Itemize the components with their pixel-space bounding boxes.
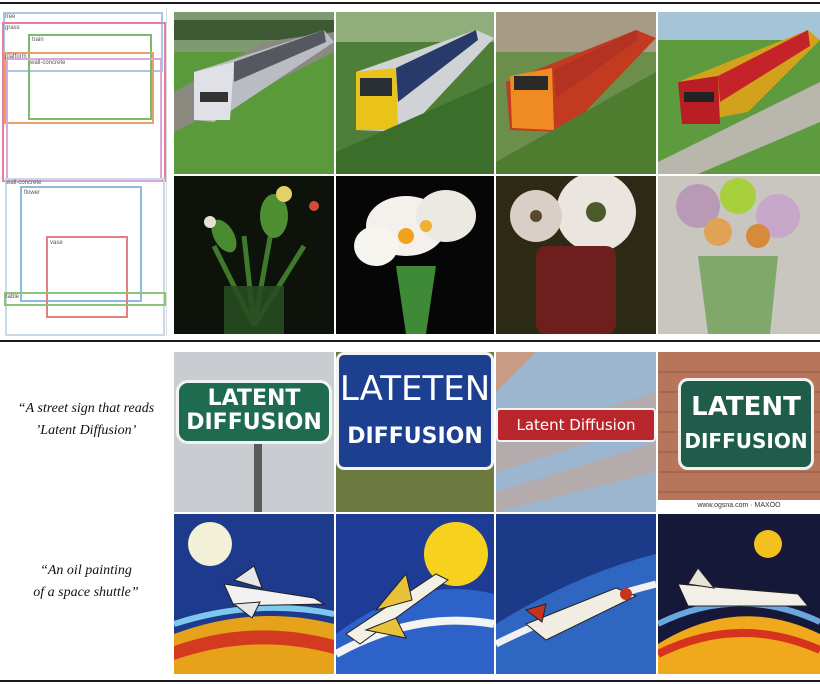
label-tree: tree: [5, 14, 16, 20]
sign-4-caption: www.ogsna.com · MAXOO: [658, 500, 820, 512]
label-wall-concrete-bottom: wall-concrete: [6, 180, 42, 186]
sign-1-line2: DIFFUSION: [186, 410, 322, 435]
flower-image-1: [174, 176, 334, 334]
label-table: table: [6, 294, 20, 300]
sign-plate-3: [496, 408, 656, 442]
sign-4-line1: LATENT: [691, 392, 801, 422]
prompt-street-sign: [0, 398, 172, 442]
prompt-space-shuttle-line1: “An oil painting: [40, 563, 132, 578]
sign-2-line2: DIFFUSION: [347, 424, 483, 449]
sign-3-line1: Latent Diffusion: [516, 416, 636, 434]
sign-plate-4: [678, 378, 814, 470]
label-train: train: [32, 37, 44, 43]
flower-image-3: [496, 176, 656, 334]
sign-plate-2: [336, 352, 494, 470]
train-image-1: [174, 12, 334, 174]
label-grass: grass: [5, 25, 20, 31]
label-vase: vase: [50, 240, 63, 246]
sign-2-line1: LATETEN: [339, 369, 491, 409]
train-image-4: [658, 12, 820, 174]
top-rule: [0, 2, 820, 4]
sign-plate-1: [176, 380, 332, 444]
train-image-3: [496, 12, 656, 174]
sign-1-line1: LATENT: [207, 386, 301, 411]
sign-pole-1: [254, 442, 262, 512]
shuttle-image-1: [174, 514, 334, 674]
train-image-2: [336, 12, 494, 174]
bottom-rule: [0, 680, 820, 682]
flower-image-4: [658, 176, 820, 334]
prompt-street-sign-line2: ’Latent Diffusion’: [35, 423, 137, 438]
prompt-street-sign-line1: “A street sign that reads: [17, 401, 155, 416]
bbox-wall-concrete-top: [6, 58, 162, 182]
middle-rule: [0, 340, 820, 342]
semantic-layout-panel: [2, 8, 167, 336]
sign-image-3: [496, 352, 656, 512]
label-flower: flower: [24, 190, 41, 196]
label-wall-concrete-top: wall-concrete: [30, 60, 66, 66]
sign-image-2: [336, 352, 494, 512]
sign-4-line2: DIFFUSION: [684, 429, 808, 453]
shuttle-image-4: [658, 514, 820, 674]
bbox-table: [4, 292, 166, 306]
shuttle-image-2: [336, 514, 494, 674]
sign-image-4: [658, 352, 820, 512]
shuttle-image-3: [496, 514, 656, 674]
prompt-space-shuttle-line2: of a space shuttle”: [33, 585, 139, 600]
sign-image-1: [174, 352, 334, 512]
label-platform: platform: [5, 54, 27, 60]
flower-image-2: [336, 176, 494, 334]
prompt-space-shuttle: [0, 560, 172, 604]
